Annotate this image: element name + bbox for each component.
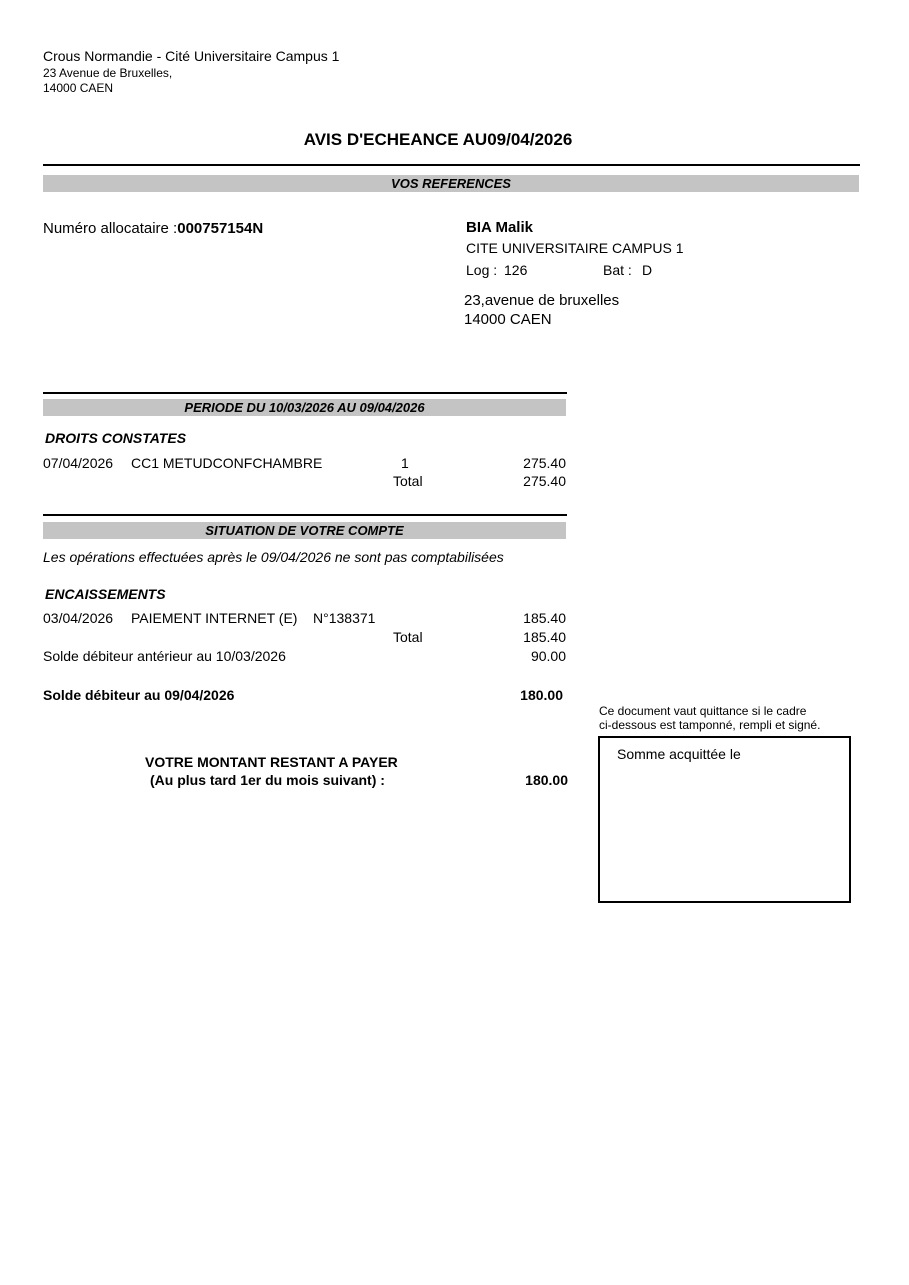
issuer-street: 23 Avenue de Bruxelles, xyxy=(43,66,173,80)
allocataire-number: 000757154N xyxy=(177,220,264,237)
allocataire-label: Numéro allocataire : xyxy=(43,220,178,237)
quittance-note-line2: ci-dessous est tamponné, rempli et signé. xyxy=(599,718,821,732)
droits-total-value: 275.40 xyxy=(523,473,566,489)
allocataire-line xyxy=(43,220,263,237)
situation-rule xyxy=(43,514,567,516)
droits-total-label: Total xyxy=(393,473,423,489)
log-label: Log : xyxy=(466,262,498,278)
periode-rule xyxy=(43,392,567,394)
amount-due-deadline: (Au plus tard 1er du mois suivant) : xyxy=(150,772,385,788)
tenant-address-line2: 14000 CAEN xyxy=(464,311,552,328)
droit-date: 07/04/2026 xyxy=(43,455,114,471)
encaissement-ref: N°138371 xyxy=(313,610,376,626)
tenant-name: BIA Malik xyxy=(466,219,533,236)
encaissements-total-label: Total xyxy=(393,629,423,645)
droit-qty: 1 xyxy=(401,455,409,471)
document-title: AVIS D'ECHEANCE AU09/04/2026 xyxy=(303,130,573,149)
residence-name: CITE UNIVERSITAIRE CAMPUS 1 xyxy=(466,240,684,256)
prior-balance-value: 90.00 xyxy=(530,648,566,664)
encaissements-title: ENCAISSEMENTS xyxy=(45,586,166,602)
bat-label: Bat : xyxy=(603,262,632,278)
quittance-box-label: Somme acquittée le xyxy=(617,746,741,762)
droits-title: DROITS CONSTATES xyxy=(45,430,187,446)
encaissement-amount: 185.40 xyxy=(523,610,566,626)
situation-note: Les opérations effectuées après le 09/04/2026 ne sont pas comptabilisées xyxy=(43,549,504,565)
droit-amount: 275.40 xyxy=(523,455,566,471)
amount-due-title: VOTRE MONTANT RESTANT A PAYER xyxy=(145,754,398,770)
encaissements-total-value: 185.40 xyxy=(523,629,566,645)
log-value: 126 xyxy=(504,262,528,278)
title-rule xyxy=(43,164,860,166)
issuer-city: 14000 CAEN xyxy=(43,81,114,95)
situation-header: SITUATION DE VOTRE COMPTE xyxy=(43,522,566,539)
references-header: VOS REFERENCES xyxy=(43,175,859,192)
prior-balance-label: Solde débiteur antérieur au 10/03/2026 xyxy=(43,648,286,664)
tenant-address-line1: 23,avenue de bruxelles xyxy=(464,292,620,309)
quittance-box xyxy=(598,736,851,903)
bat-value: D xyxy=(642,262,653,278)
balance-label: Solde débiteur au 09/04/2026 xyxy=(43,687,235,703)
quittance-note-line1: Ce document vaut quittance si le cadre xyxy=(599,704,807,718)
balance-value: 180.00 xyxy=(520,687,563,703)
periode-header: PERIODE DU 10/03/2026 AU 09/04/2026 xyxy=(43,399,566,416)
amount-due-value: 180.00 xyxy=(525,772,568,788)
droit-label: CC1 METUDCONFCHAMBRE xyxy=(131,455,323,471)
issuer-name: Crous Normandie - Cité Universitaire Campus 1 xyxy=(43,48,340,64)
encaissement-date: 03/04/2026 xyxy=(43,610,114,626)
encaissement-label: PAIEMENT INTERNET (E) xyxy=(131,610,298,626)
